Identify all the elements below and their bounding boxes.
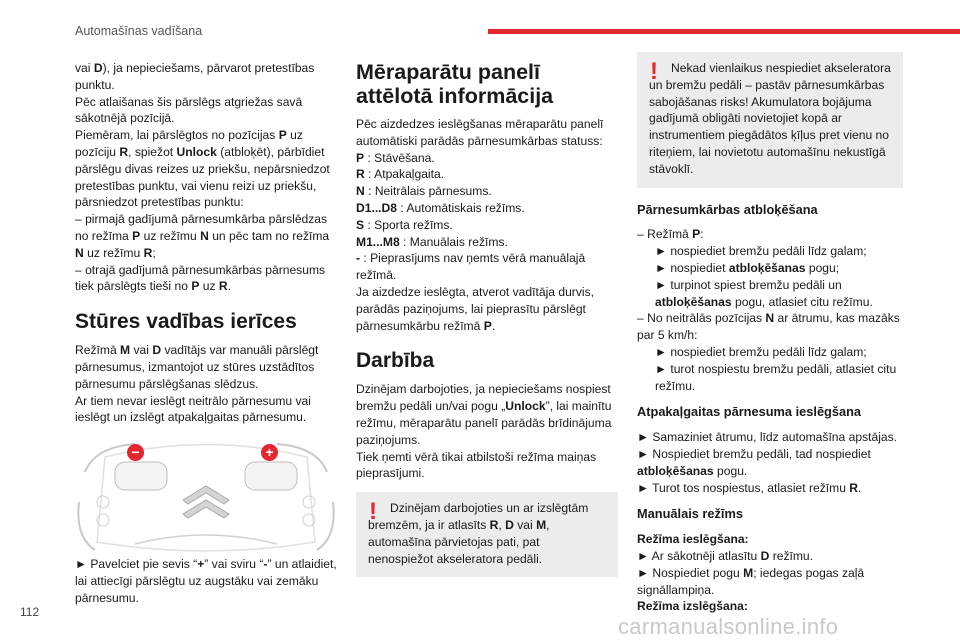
- header-accent-bar: [488, 29, 960, 34]
- example-paragraph: Piemēram, lai pārslēgtos no pozīcijas P uz pozīciju R, spiežot Unlock (atbloķēt), pārbīdiet pārslēgu divas reizes uz priekšu, nepārsniedzot pretestības punktu, vai vienu reizi uz priekšu, pārsniedzot pretestības punktu:: [75, 128, 330, 210]
- column-left: [75, 60, 337, 607]
- subheading-unlock: Pārnesumkārbas atbloķēšana: [637, 201, 818, 217]
- step-item: ► Nospiediet bremžu pedāli, tad nospiediet atbloķēšanas pogu.: [637, 446, 871, 478]
- section-heading-instrument-panel: Mēraparātu panelī attēlotā informācija: [356, 60, 554, 108]
- p-mode-line: – Režīmā P:: [637, 227, 704, 242]
- column-right: [637, 60, 903, 615]
- mode-item: S : Sporta režīms.: [356, 217, 453, 232]
- panel-intro: Pēc aizdedzes ieslēgšanas mēraparātu panelī automātiski parādās pārnesumkārbas statuss:: [356, 117, 604, 148]
- intro-paragraph: vai D), ja nepieciešams, pārvarot pretestības punktu.: [75, 61, 315, 92]
- mode-item: N : Neitrālais pārnesums.: [356, 184, 492, 199]
- section-heading-steering: Stūres vadības ierīces: [75, 310, 297, 334]
- release-paragraph: Pēc atlaišanas šis pārslēgs atgriežas savā sākotnējā pozīcijā.: [75, 94, 303, 126]
- step-item: ► turpinot spiest bremžu pedāli un atbloķēšanas pogu, atlasiet citu režīmu.: [655, 277, 873, 309]
- steering-paragraph: Režīmā M vai D vadītājs var manuāli pārslēgt pārnesumus, izmantojot uz stūres uzstādītos pārnesumu pārslēgšanas slēdzus.: [75, 343, 319, 391]
- step-item: ► nospiediet atbloķēšanas pogu;: [655, 260, 840, 275]
- warning-text: Nekad vienlaikus nespiediet akseleratora un bremžu pedāli – pastāv pārnesumkārbas sabojāšanas risks! Akumulatora bojājuma gadījumā obligāti novietojiet kopā ar instrumentiem piegādātos ķīļus pret vienu no riteņiem, lai novietotu automašīnu nekustīgā stāvoklī.: [649, 61, 891, 176]
- warning-box-engine-running: [356, 492, 618, 577]
- n-mode-line: – No neitrālās pozīcijas N ar ātrumu, kas mazāks par 5 km/h:: [637, 311, 900, 343]
- disable-title: Režīma izslēgšana:: [637, 599, 748, 614]
- operation-note: Tiek ņemti vērā tikai atbilstoši režīma maiņas pieprasījumi.: [356, 449, 597, 481]
- mode-item: D1...D8 : Automātiskais režīms.: [356, 200, 525, 215]
- paddle-instruction: ► Pavelciet pie sevis “+” vai sviru “-” un atlaidiet, lai attiecīgi pārslēgtu uz augstāku vai zemāku pārnesumu.: [75, 557, 337, 605]
- step-item: ► nospiediet bremžu pedāli līdz galam;: [655, 244, 867, 259]
- step-item: ► nospiediet bremžu pedāli līdz galam;: [655, 344, 867, 359]
- column-middle: [356, 60, 618, 577]
- mode-item: R : Atpakaļgaita.: [356, 167, 445, 182]
- door-note: Ja aizdedze ieslēgta, atverot vadītāja durvis, parādās paziņojums, lai pieprasītu pārslēgt pārnesumkārbu režīmā P.: [356, 284, 594, 333]
- warning-box-pedals: [637, 52, 903, 188]
- operation-paragraph: Dzinējam darbojoties, ja nepieciešams nospiest bremžu pedāli un/vai pogu „Unlock”, lai mainītu režīmu, mēraparātu panelī parādās brīdinājuma paziņojums.: [356, 382, 612, 447]
- mode-item: P : Stāvēšana.: [356, 150, 435, 165]
- dash-item-second: – otrajā gadījumā pārnesumkārbas pārnesums tiek pārslēgts tieši no P uz R.: [75, 262, 326, 294]
- subheading-reverse: Atpakaļgaitas pārnesuma ieslēgšana: [637, 404, 862, 420]
- mode-item: M1...M8 : Manuālais režīms.: [356, 234, 508, 249]
- page-number: 112: [20, 605, 40, 619]
- step-item: ► Samaziniet ātrumu, līdz automašīna apstājas.: [637, 430, 898, 445]
- subheading-manual-mode: Manuālais režīms: [637, 506, 743, 522]
- warning-text: Dzinējam darbojoties un ar izslēgtām bremzēm, ja ir atlasīts R, D vai M, automašīna pārvietojas pati, pat nenospiežot akseleratora pedāli.: [368, 501, 589, 566]
- warning-icon: !: [369, 498, 377, 526]
- steering-note: Ar tiem nevar ieslēgt neitrālo pārnesumu vai ieslēgt un izslēgt atpakaļgaitas pārnesumu.: [75, 393, 311, 425]
- mode-item: - : Pieprasījums nav ņemts vērā manuālajā režīmā.: [356, 251, 586, 283]
- dash-item-first: – pirmajā gadījumā pārnesumkārba pārslēdzas no režīma P uz režīmu N un pēc tam no režīma N uz režīmu R;: [75, 212, 330, 260]
- warning-icon: !: [650, 58, 658, 85]
- section-heading-operation: Darbība: [356, 349, 435, 373]
- step-item: ► Turot tos nospiestus, atlasiet režīmu R.: [637, 480, 862, 495]
- minus-paddle-marker: −: [127, 444, 144, 461]
- plus-paddle-marker: +: [261, 444, 278, 461]
- steering-wheel-illustration: [75, 442, 337, 552]
- enable-title: Režīma ieslēgšana:: [637, 532, 749, 547]
- running-header: Automašīnas vadīšana: [75, 24, 203, 38]
- step-item: ► Nospiediet pogu M; iedegas pogas zaļā signāllampiņa.: [637, 565, 865, 597]
- mode-list: [356, 150, 618, 284]
- watermark: carmanualsonline.info: [618, 614, 839, 639]
- step-item: ► turot nospiestu bremžu pedāli, atlasiet citu režīmu.: [655, 361, 897, 393]
- step-item: ► Ar sākotnēji atlasītu D režīmu.: [637, 548, 814, 563]
